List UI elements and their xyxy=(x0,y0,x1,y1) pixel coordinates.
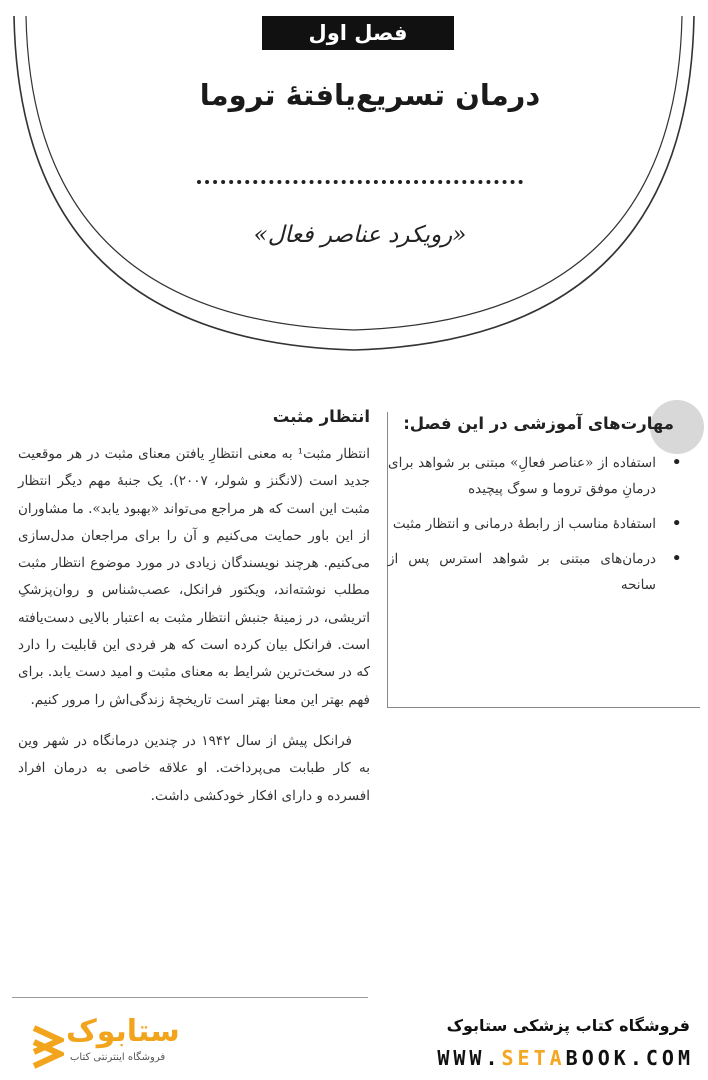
skills-heading: مهارت‌های آموزشی در این فصل: xyxy=(403,414,674,433)
logo-chevron-icon xyxy=(30,1018,64,1070)
skills-box-border-horizontal xyxy=(387,707,700,708)
footer-banner xyxy=(0,1002,708,1080)
store-name: فروشگاه کتاب پزشکی ستابوک xyxy=(446,1016,690,1035)
list-item: • استفادۀ مناسب از رابطۀ درمانی و انتظار مثبت xyxy=(388,511,656,537)
store-url[interactable] xyxy=(437,1046,694,1070)
body-paragraph: انتظار مثبت¹ به معنی انتظارِ یافتن معنای مثبت در هر موقعیت جدید است (لانگنز و شولر، ۲۰۰۷). یک جنبۀ مهم دیگر انتظار مثبت این است که هر مراجع می‌تواند «بهبود یابد». ما مشاوران از این باور حمایت می‌کنیم و آن را برای مراجعان مدل‌سازی می‌کنیم. هرچند نویسندگان زیادی در مورد موضوع انتظار مثبت مطلب نوشته‌اند، ویکتور فرانکل، عصب‌شناس و روان‌پزشکِ اتریشی، در زمینۀ جنبش انتظار مثبت به اعتبار بالایی دست‌یافته است. فرانکل بیان کرده است که هر فردی این قابلیت را دارد که در سخت‌ترین شرایط به معنای مثبت و امید دست یابد. برای فهم بهتر این معنا بهتر است تاریخچۀ زندگی‌اش را مرور کنیم. xyxy=(18,446,370,708)
section-title: انتظار مثبت xyxy=(272,407,370,426)
url-brand: SETA xyxy=(501,1046,566,1070)
dotted-divider xyxy=(197,180,523,184)
chapter-subtitle: «رویکرد عناصر فعال» xyxy=(253,222,467,248)
logo-text: ستابوک xyxy=(66,1014,180,1049)
page-fade xyxy=(0,900,708,1000)
list-item: • استفاده از «عناصر فعالِ» مبتنی بر شواهد برای درمانِ موفق تروما و سوگ پیچیده xyxy=(388,450,656,502)
url-prefix: WWW. xyxy=(437,1046,502,1070)
url-suffix: BOOK.COM xyxy=(565,1046,694,1070)
main-text-column xyxy=(18,405,370,810)
body-paragraph: فرانکل پیش از سال ۱۹۴۲ در چندین درمانگاه در شهر وین به کار طبابت می‌پرداخت. او علاقه خاصی به درمان افراد افسرده و دارای افکار خودکشی داشت. xyxy=(18,732,370,804)
store-logo xyxy=(30,1014,290,1074)
chapter-title: درمان تسریع‌یافتۀ تروما xyxy=(199,78,541,112)
list-item: • درمان‌های مبتنی بر شواهد استرس پس از سانحه xyxy=(388,546,656,598)
skills-list xyxy=(388,450,700,598)
chapter-label: فصل اول xyxy=(262,16,454,50)
skills-box xyxy=(388,412,700,607)
logo-subtext: فروشگاه اینترنتی کتاب xyxy=(70,1052,166,1063)
decorative-arcs xyxy=(0,0,708,370)
footnote-rule xyxy=(12,997,368,998)
